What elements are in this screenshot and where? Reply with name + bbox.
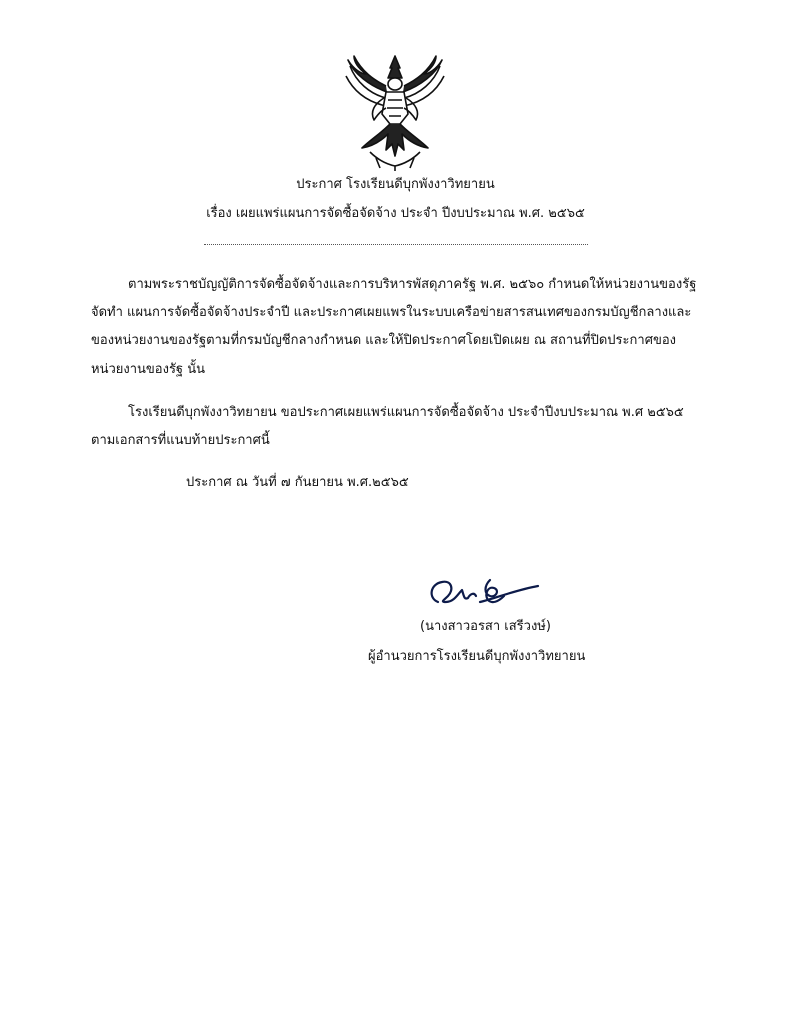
garuda-emblem-icon	[340, 52, 450, 172]
paragraph1-line2: จัดทำ แผนการจัดซื้อจัดจ้างประจำปี และประกาศเผยแพรในระบบเครือข่ายสารสนเทศของกรมบัญชีกลางและ	[91, 305, 692, 320]
signatory-name: (นางสาวอรสา เสรีวงษ์)	[420, 619, 551, 634]
paragraph2-line2: ตามเอกสารที่แนบท้ายประกาศนี้	[91, 433, 270, 448]
announcement-subject: เรื่อง เผยแพร่แผนการจัดซื้อจัดจ้าง ประจำ ปีงบประมาณ พ.ศ. ๒๕๖๕	[206, 206, 585, 221]
announcement-date: ประกาศ ณ วันที่ ๗ กันยายน พ.ศ.๒๕๖๕	[186, 475, 409, 490]
announcement-title: ประกาศ โรงเรียนดีบุกพังงาวิทยายน	[296, 177, 495, 192]
paragraph1-line4: หน่วยงานของรัฐ นั้น	[91, 362, 206, 377]
dotted-divider	[204, 244, 588, 245]
signatory-position: ผู้อำนวยการโรงเรียนดีบุกพังงาวิทยายน	[368, 649, 586, 664]
paragraph1-line3: ของหน่วยงานของรัฐตามที่กรมบัญชีกลางกำหนด และให้ปิดประกาศโดยเปิดเผย ณ สถานที่ปิดประกาศของ	[91, 333, 676, 348]
paragraph1-line1: ตามพระราชบัญญัติการจัดซื้อจัดจ้างและการบริหารพัสดุภาครัฐ พ.ศ. ๒๕๖๐ กำหนดให้หน่วยงานของรัฐ	[128, 277, 697, 292]
paragraph2-line1: โรงเรียนดีบุกพังงาวิทยายน ขอประกาศเผยแพร่แผนการจัดซื้อจัดจ้าง ประจำปีงบประมาณ พ.ศ ๒๕๖๕	[128, 405, 684, 420]
signature-icon	[424, 572, 544, 612]
